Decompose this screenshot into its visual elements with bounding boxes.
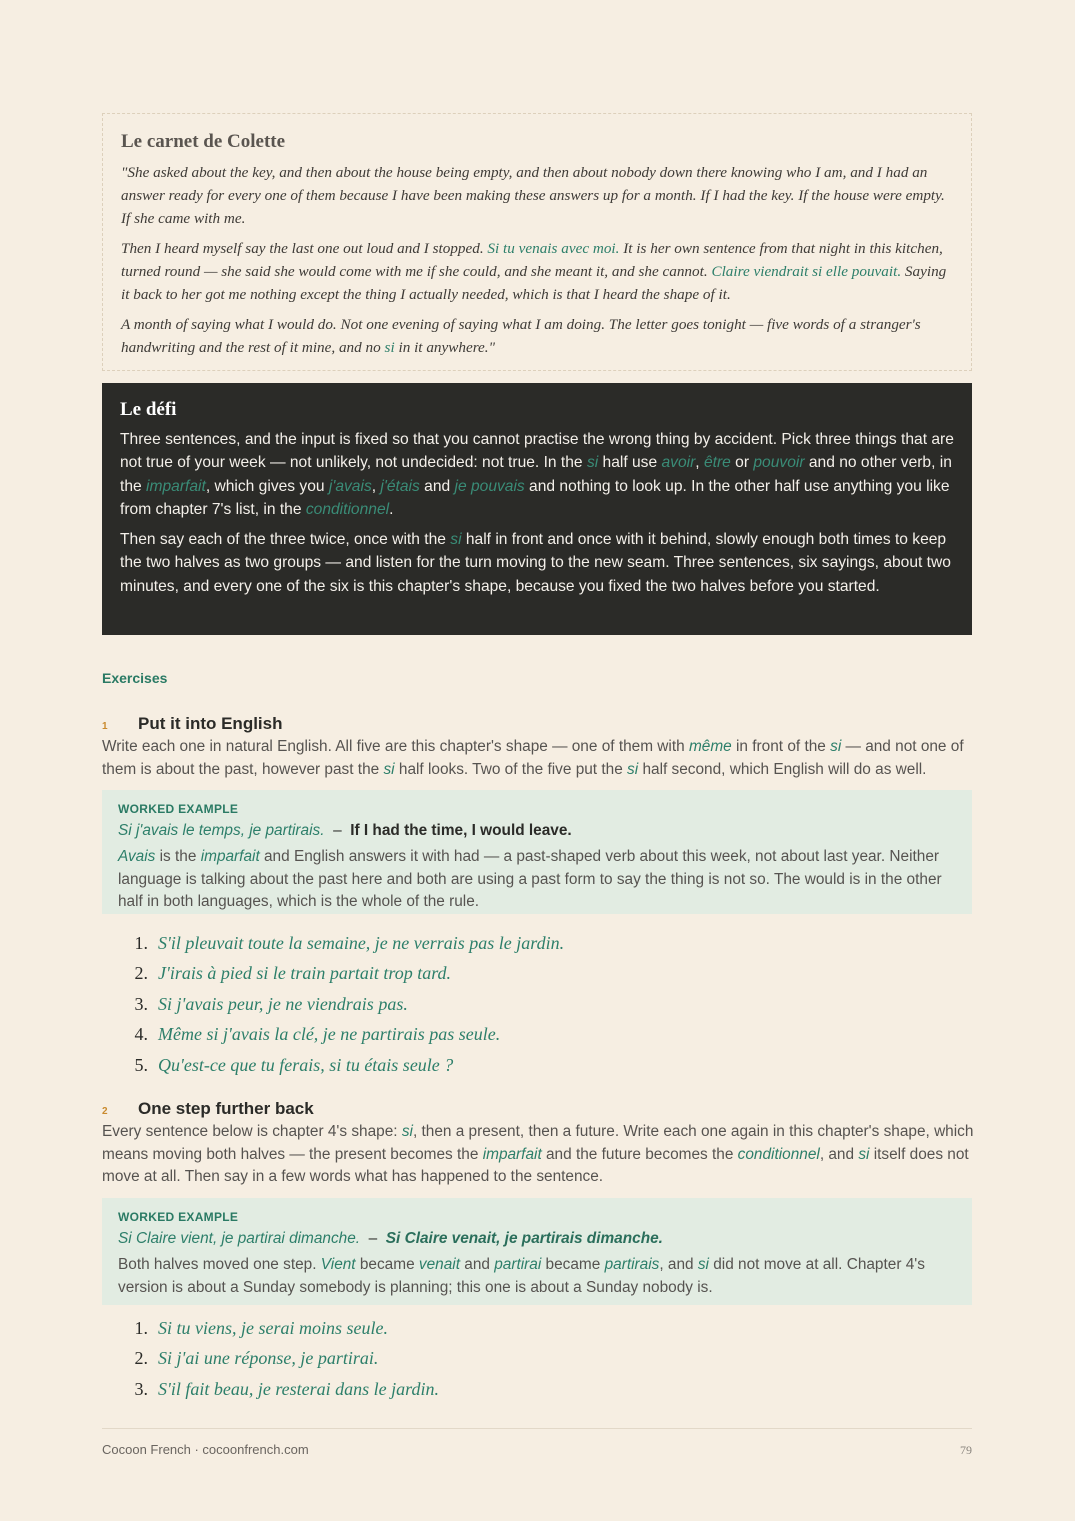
defi-box — [102, 383, 972, 635]
exercise-2-description: Every sentence below is chapter 4's shape: si, then a present, then a future. Write each one again in this chapter's shape, which means moving both halves — the present becomes the imparfait and the future becomes the conditionnel, and si itself does not move at all. Then say in a few words what has happened to the sentence. — [102, 1123, 974, 1185]
page-number: 79 — [960, 1443, 972, 1457]
worked-example-line: Si j'avais le temps, je partirais. – If I had the time, I would leave. — [118, 822, 572, 839]
list-item: 4. Même si j'avais la clé, je ne partirais pas seule. — [134, 1024, 501, 1045]
worked-example-explanation: Both halves moved one step. Vient became venait and partirai became partirais, and si did not move at all. Chapter 4's version is about a Sunday somebody is planning; this one is about a Sunday nobody is. — [118, 1256, 925, 1296]
list-item: 3. S'il fait beau, je resterai dans le jardin. — [134, 1378, 439, 1399]
exercise-number: 2 — [102, 1106, 108, 1117]
exercises-heading: Exercises — [102, 670, 168, 686]
exercise-title: One step further back — [138, 1099, 314, 1118]
exercise-2-worked-example — [102, 1198, 972, 1305]
carnet-paragraph-3: A month of saying what I would do. Not one evening of saying what I am doing. The letter goes tonight — five words of a stranger's handwriting and the rest of it mine, and no si in it anywhere." — [121, 316, 921, 356]
list-item: 5. Qu'est-ce que tu ferais, si tu étais seule ? — [134, 1054, 454, 1075]
worked-example-label: WORKED EXAMPLE — [118, 1210, 239, 1224]
exercise-1-header — [102, 714, 282, 734]
list-item: 1. Si tu viens, je serai moins seule. — [134, 1317, 388, 1338]
exercise-2-list — [102, 1313, 972, 1405]
list-item: 2. J'irais à pied si le train partait trop tard. — [134, 963, 452, 984]
footer-divider — [102, 1428, 972, 1429]
defi-paragraph-1: Three sentences, and the input is fixed so that you cannot practise the wrong thing by accident. Pick three things that are not true of your week — not unlikely, not undecided: not true. In the si half use avoir, être or pouvoir and no other verb, in the imparfait, which gives you j'avais, j'étais and je pouvais and nothing to look up. In the other half use anything you like from chapter 7's list, in the conditionnel. — [120, 431, 954, 518]
carnet-paragraph-2: Then I heard myself say the last one out loud and I stopped. Si tu venais avec moi. It is her own sentence from that night in this kitchen, turned round — she said she would come with me if she could, and she meant it, and she cannot. Claire viendrait si elle pouvait. Saying it back to her got me nothing except the thing I actually needed, which is that I heard the shape of it. — [121, 240, 947, 303]
defi-title: Le défi — [120, 399, 177, 420]
exercise-1-list — [102, 928, 972, 1081]
exercise-1-worked-example — [102, 790, 972, 914]
list-item: 1. S'il pleuvait toute la semaine, je ne verrais pas le jardin. — [134, 932, 565, 953]
worked-example-label: WORKED EXAMPLE — [118, 802, 239, 816]
worked-example-line: Si Claire vient, je partirai dimanche. – Si Claire venait, je partirais dimanche. — [118, 1230, 663, 1247]
carnet-title: Le carnet de Colette — [121, 131, 286, 152]
exercise-2-header — [102, 1099, 314, 1119]
carnet-box — [102, 113, 972, 371]
exercise-title: Put it into English — [138, 714, 283, 733]
footer-site: Cocoon French · cocoonfrench.com — [102, 1442, 309, 1457]
carnet-paragraph-1: "She asked about the key, and then about the house being empty, and then about nobody down there knowing who I am, and I had an answer ready for every one of them because I have been making these answers up for a month. If I had the key. If the house were empty. If she came with me. — [121, 164, 945, 227]
defi-paragraph-2: Then say each of the three twice, once with the si half in front and once with it behind, slowly enough both times to keep the two halves as two groups — and listen for the turn moving to the new seam. Three sentences, six sayings, about two minutes, and every one of the six is this chapter's shape, because you fixed the two halves before you started. — [120, 531, 951, 595]
list-item: 3. Si j'avais peur, je ne viendrais pas. — [134, 993, 408, 1014]
exercise-number: 1 — [102, 721, 108, 732]
worked-example-explanation: Avais is the imparfait and English answers it with had — a past-shaped verb about this week, not about last year. Neither language is talking about the past here and both are using a past form to say the thing is not so. The would is in the other half in both languages, which is the whole of the rule. — [118, 848, 942, 910]
list-item: 2. Si j'ai une réponse, je partirai. — [134, 1348, 379, 1369]
exercise-1-description: Write each one in natural English. All five are this chapter's shape — one of them with même in front of the si — and not one of them is about the past, however past the si half looks. Two of the five put the si half second, which English will do as well. — [102, 738, 964, 778]
